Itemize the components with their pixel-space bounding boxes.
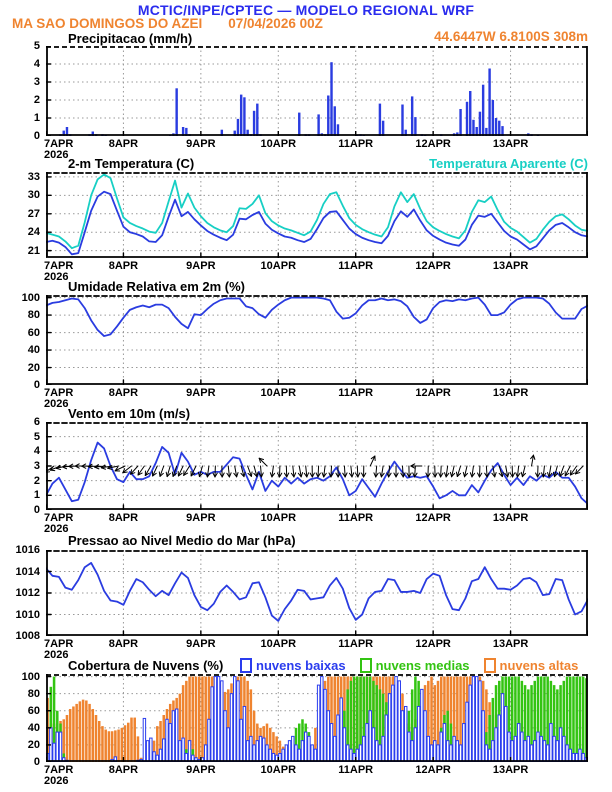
cloud-legend — [240, 658, 592, 673]
y-tick-label: 4 — [33, 445, 40, 458]
y-tick-label: 1012 — [15, 587, 40, 599]
x-tick-label: 12APR — [415, 764, 451, 776]
x-tick-label: 7APR — [44, 764, 74, 776]
legend-item-mid-clouds — [360, 658, 470, 673]
legend-item-high-clouds — [484, 658, 579, 673]
x-axis-year-label: 2026 — [44, 775, 69, 787]
y-tick-label: 27 — [27, 207, 40, 220]
x-tick-label: 12APR — [415, 387, 451, 399]
x-tick-label: 8APR — [108, 764, 139, 776]
y-tick-label: 60 — [27, 704, 40, 717]
x-tick-label: 10APR — [260, 512, 297, 524]
x-tick-label: 12APR — [415, 512, 451, 524]
x-tick-label: 13APR — [492, 260, 529, 272]
x-axis-year-label: 2026 — [44, 398, 69, 410]
x-tick-label: 7APR — [44, 638, 74, 650]
low-clouds-swatch-icon — [240, 658, 252, 673]
y-tick-label: 21 — [27, 244, 40, 257]
y-tick-label: 100 — [21, 670, 40, 683]
y-tick-label: 3 — [33, 460, 40, 472]
mid-clouds-swatch-icon — [360, 658, 372, 673]
x-tick-label: 13APR — [492, 512, 529, 524]
temperature-chart — [46, 172, 588, 258]
y-tick-label: 5 — [33, 430, 40, 443]
x-tick-label: 9APR — [186, 638, 216, 650]
x-tick-label: 11APR — [338, 764, 374, 776]
x-axis-year-label: 2026 — [44, 649, 69, 661]
y-tick-label: 1008 — [15, 630, 40, 642]
x-tick-label: 7APR — [44, 387, 74, 399]
y-tick-label: 60 — [27, 326, 40, 339]
x-tick-label: 11APR — [338, 138, 374, 150]
panel-title-temperature: 2-m Temperatura (C) — [68, 156, 195, 171]
precipitation-chart — [46, 46, 588, 136]
x-tick-label: 11APR — [338, 387, 374, 399]
pressure-chart — [46, 550, 588, 636]
panel-title-precipitation: Precipitacao (mm/h) — [68, 31, 193, 46]
y-tick-label: 1016 — [15, 544, 40, 556]
high-clouds-swatch-icon — [484, 658, 496, 673]
x-tick-label: 13APR — [492, 387, 529, 399]
y-tick-label: 20 — [27, 361, 40, 374]
y-tick-label: 2 — [33, 94, 40, 106]
y-tick-label: 6 — [33, 416, 40, 428]
legend-item-low-clouds — [240, 658, 346, 673]
y-tick-label: 1 — [33, 489, 40, 502]
run-datetime: 07/04/2026 00Z — [228, 16, 323, 31]
y-tick-label: 100 — [21, 291, 40, 304]
x-tick-label: 9APR — [186, 138, 216, 150]
page-title: MCTIC/INPE/CPTEC — MODELO REGIONAL WRF — [137, 2, 475, 18]
x-tick-label: 8APR — [108, 138, 139, 150]
station-coordinates: 44.6447W 6.8100S 308m — [434, 29, 588, 44]
legend-label-mid-clouds: nuvens medias — [375, 658, 470, 673]
x-tick-label: 13APR — [492, 638, 529, 650]
legend-label-low-clouds: nuvens baixas — [256, 658, 346, 673]
y-tick-label: 80 — [27, 687, 40, 700]
x-tick-label: 12APR — [415, 138, 451, 150]
y-tick-label: 5 — [33, 40, 40, 52]
y-tick-label: 4 — [33, 58, 40, 70]
x-tick-label: 12APR — [415, 638, 451, 650]
x-tick-label: 10APR — [260, 260, 297, 272]
station-header — [12, 16, 323, 31]
x-tick-label: 7APR — [44, 138, 74, 150]
y-tick-label: 30 — [27, 189, 40, 202]
y-tick-label: 3 — [33, 76, 40, 88]
y-tick-label: 24 — [27, 226, 40, 239]
x-tick-label: 11APR — [338, 512, 374, 524]
legend-label-high-clouds: nuvens altas — [499, 658, 579, 673]
y-tick-label: 20 — [27, 738, 40, 751]
cloud-cover-chart — [46, 674, 588, 762]
y-tick-label: 1014 — [15, 565, 40, 578]
panel-title-humidity: Umidade Relativa em 2m (%) — [68, 279, 246, 294]
panel-title-apparent-temperature: Temperatura Aparente (C) — [429, 156, 588, 171]
y-tick-label: 0 — [33, 504, 40, 516]
x-tick-label: 7APR — [44, 512, 74, 524]
x-tick-label: 13APR — [492, 764, 529, 776]
y-tick-label: 0 — [33, 379, 40, 391]
y-tick-label: 0 — [33, 756, 40, 768]
panel-title-wind: Vento em 10m (m/s) — [68, 406, 191, 421]
x-tick-label: 9APR — [186, 260, 216, 272]
x-tick-label: 8APR — [108, 260, 139, 272]
x-tick-label: 9APR — [186, 764, 216, 776]
y-tick-label: 1 — [33, 112, 40, 124]
x-tick-label: 8APR — [108, 512, 139, 524]
x-axis-year-label: 2026 — [44, 149, 69, 161]
x-tick-label: 11APR — [338, 638, 374, 650]
x-tick-label: 10APR — [260, 638, 297, 650]
panel-title-cloud-cover: Cobertura de Nuvens (%) — [68, 658, 224, 673]
x-tick-label: 10APR — [260, 387, 297, 399]
x-tick-label: 9APR — [186, 512, 216, 524]
x-tick-label: 11APR — [338, 260, 374, 272]
x-tick-label: 8APR — [108, 387, 139, 399]
y-tick-label: 33 — [27, 170, 40, 183]
x-tick-label: 10APR — [260, 138, 297, 150]
x-tick-label: 12APR — [415, 260, 451, 272]
wind-chart — [46, 422, 588, 510]
x-tick-label: 10APR — [260, 764, 297, 776]
y-tick-label: 2 — [33, 474, 40, 487]
y-tick-label: 80 — [27, 309, 40, 322]
y-tick-label: 1010 — [15, 608, 40, 621]
panel-title-pressure: Pressao ao Nivel Medio do Mar (hPa) — [68, 533, 296, 548]
x-axis-year-label: 2026 — [44, 271, 69, 283]
x-tick-label: 7APR — [44, 260, 74, 272]
y-tick-label: 0 — [33, 130, 40, 142]
y-tick-label: 40 — [27, 344, 40, 357]
x-tick-label: 8APR — [108, 638, 139, 650]
humidity-chart — [46, 295, 588, 385]
y-tick-label: 40 — [27, 721, 40, 734]
x-axis-year-label: 2026 — [44, 523, 69, 535]
station-name: MA SAO DOMINGOS DO AZEI — [12, 16, 203, 31]
x-tick-label: 9APR — [186, 387, 216, 399]
x-tick-label: 13APR — [492, 138, 529, 150]
